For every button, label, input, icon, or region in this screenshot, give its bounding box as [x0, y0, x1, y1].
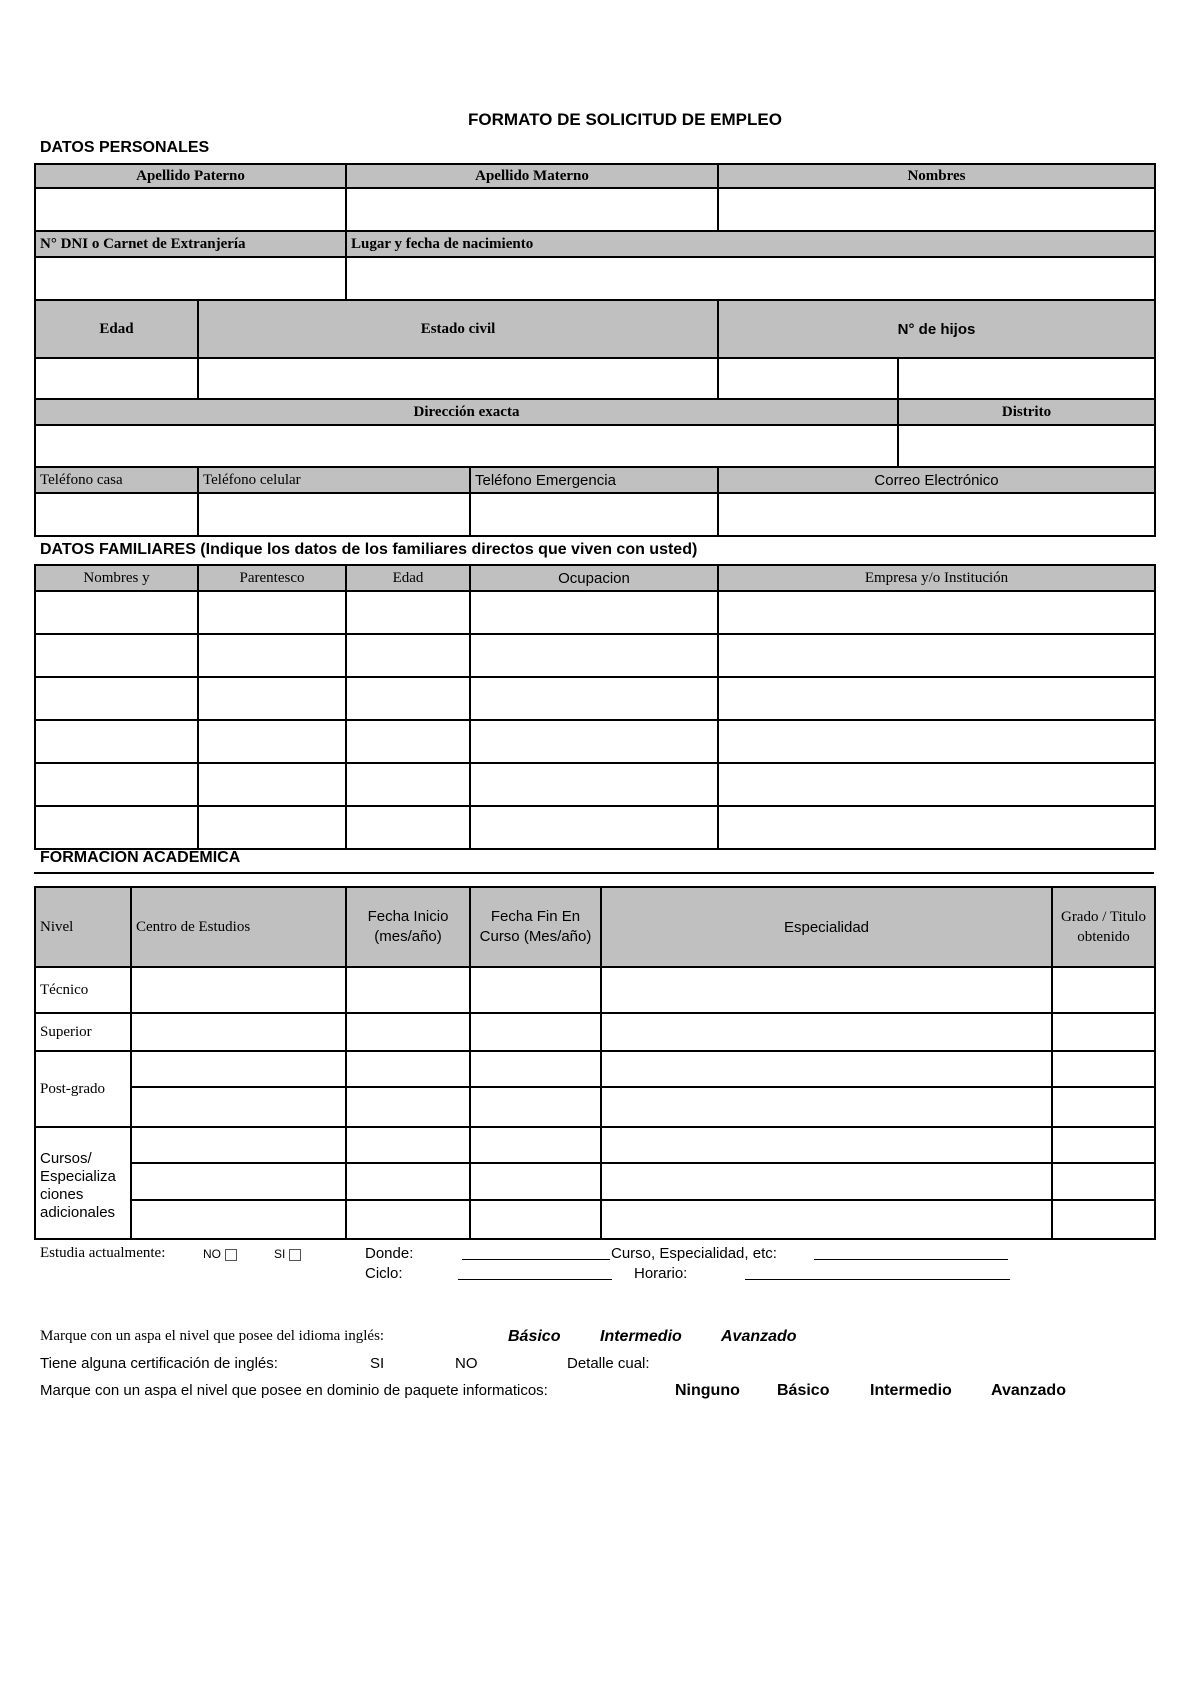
family-cell[interactable]: [346, 806, 470, 849]
family-cell[interactable]: [198, 806, 346, 849]
academic-table: [34, 886, 1156, 1240]
label-edad: Edad: [35, 300, 198, 358]
academic-cell[interactable]: [601, 1127, 1052, 1163]
label-estado-civil: Estado civil: [198, 300, 718, 358]
academic-cell[interactable]: [131, 1200, 346, 1239]
option-ingles-avanzado[interactable]: Avanzado: [721, 1328, 797, 1345]
academic-cell[interactable]: [1052, 1200, 1155, 1239]
table-row: [35, 1051, 1155, 1087]
family-cell[interactable]: [718, 763, 1155, 806]
academic-cell[interactable]: [470, 1127, 601, 1163]
family-header-edad: Edad: [346, 565, 470, 591]
label-donde: Donde:: [365, 1245, 414, 1262]
family-data-table: [34, 564, 1156, 850]
input-donde[interactable]: [462, 1245, 610, 1264]
academic-cell[interactable]: [346, 967, 470, 1013]
academic-cell[interactable]: [601, 1051, 1052, 1087]
family-cell[interactable]: [718, 634, 1155, 677]
family-cell[interactable]: [470, 591, 718, 634]
academic-cell[interactable]: [131, 1013, 346, 1051]
academic-cell[interactable]: [470, 967, 601, 1013]
level-superior: Superior: [35, 1013, 131, 1051]
academic-cell[interactable]: [601, 1200, 1052, 1239]
label-apellido-materno: Apellido Materno: [346, 164, 718, 188]
academic-cell[interactable]: [470, 1200, 601, 1239]
table-row: [35, 1163, 1155, 1200]
academic-cell[interactable]: [601, 1013, 1052, 1051]
academic-cell[interactable]: [601, 967, 1052, 1013]
level-tecnico: Técnico: [35, 967, 131, 1013]
input-edad[interactable]: [35, 358, 198, 399]
academic-cell[interactable]: [346, 1013, 470, 1051]
family-cell[interactable]: [35, 720, 198, 763]
table-row: [35, 806, 1155, 849]
table-row: [35, 634, 1155, 677]
academic-cell[interactable]: [1052, 1163, 1155, 1200]
academic-cell[interactable]: [601, 1087, 1052, 1127]
academic-cell[interactable]: [131, 1163, 346, 1200]
family-header-nombres: Nombres y: [35, 565, 198, 591]
family-cell[interactable]: [198, 720, 346, 763]
table-row: [35, 591, 1155, 634]
academic-cell[interactable]: [131, 1087, 346, 1127]
level-postgrado: Post-grado: [35, 1051, 131, 1127]
family-header-parentesco: Parentesco: [198, 565, 346, 591]
family-cell[interactable]: [346, 677, 470, 720]
family-cell[interactable]: [35, 806, 198, 849]
label-dni: N° DNI o Carnet de Extranjería: [35, 231, 346, 257]
table-row: [35, 1087, 1155, 1127]
academic-header-fecha-inicio: Fecha Inicio (mes/año): [346, 887, 470, 967]
label-ciclo: Ciclo:: [365, 1265, 403, 1282]
family-cell[interactable]: [198, 763, 346, 806]
table-row: [35, 677, 1155, 720]
academic-cell[interactable]: [470, 1163, 601, 1200]
label-distrito: Distrito: [898, 399, 1155, 425]
table-row: [35, 1127, 1155, 1163]
academic-header-centro: Centro de Estudios: [131, 887, 346, 967]
label-curso: Curso, Especialidad, etc:: [611, 1245, 777, 1262]
academic-cell[interactable]: [470, 1051, 601, 1087]
label-correo: Correo Electrónico: [718, 467, 1155, 493]
family-cell[interactable]: [718, 720, 1155, 763]
option-paquete-basico[interactable]: Básico: [777, 1382, 830, 1399]
form-title: FORMATO DE SOLICITUD DE EMPLEO: [468, 110, 782, 129]
family-cell[interactable]: [470, 720, 718, 763]
input-telefono-casa[interactable]: [35, 493, 198, 536]
academic-cell[interactable]: [346, 1127, 470, 1163]
academic-header-especialidad: Especialidad: [601, 887, 1052, 967]
family-cell[interactable]: [198, 591, 346, 634]
academic-cell[interactable]: [346, 1087, 470, 1127]
academic-cell[interactable]: [1052, 967, 1155, 1013]
family-header-empresa: Empresa y/o Institución: [718, 565, 1155, 591]
academic-cell[interactable]: [131, 1051, 346, 1087]
label-estudia-actualmente: Estudia actualmente:: [40, 1245, 166, 1261]
level-cursos: Cursos/ Especializa ciones adicionales: [35, 1127, 131, 1239]
input-estado-civil[interactable]: [198, 358, 718, 399]
academic-cell[interactable]: [1052, 1087, 1155, 1127]
section-divider: [34, 872, 1154, 874]
input-dni[interactable]: [35, 257, 346, 300]
option-paquete-ninguno[interactable]: Ninguno: [675, 1382, 740, 1399]
section-family-title: DATOS FAMILIARES (Indique los datos de los familiares directos que viven con usted): [40, 541, 698, 558]
family-cell[interactable]: [35, 634, 198, 677]
option-cert-si[interactable]: SI: [370, 1355, 385, 1372]
input-extra[interactable]: [898, 358, 1155, 399]
input-correo[interactable]: [718, 493, 1155, 536]
family-cell[interactable]: [470, 763, 718, 806]
academic-cell[interactable]: [470, 1087, 601, 1127]
label-lugar-fecha-nacimiento: Lugar y fecha de nacimiento: [346, 231, 1155, 257]
label-certificacion: Tiene alguna certificación de inglés:: [40, 1355, 278, 1372]
academic-cell[interactable]: [1052, 1013, 1155, 1051]
table-row: [35, 763, 1155, 806]
input-distrito[interactable]: [898, 425, 1155, 467]
input-curso[interactable]: [814, 1245, 1008, 1264]
academic-cell[interactable]: [131, 967, 346, 1013]
table-row: [35, 1013, 1155, 1051]
label-paquete: Marque con un aspa el nivel que posee en dominio de paquete informaticos:: [40, 1382, 548, 1399]
input-apellido-paterno[interactable]: [35, 188, 346, 231]
family-cell[interactable]: [346, 720, 470, 763]
academic-header-nivel: Nivel: [35, 887, 131, 967]
input-direccion[interactable]: [35, 425, 898, 467]
input-ciclo[interactable]: [458, 1265, 612, 1284]
option-ingles-basico[interactable]: Básico: [508, 1328, 561, 1345]
label-horario: Horario:: [634, 1265, 688, 1282]
option-paquete-intermedio[interactable]: Intermedio: [870, 1382, 952, 1399]
label-direccion: Dirección exacta: [35, 399, 898, 425]
family-header-ocupacion: Ocupacion: [470, 565, 718, 591]
family-cell[interactable]: [198, 677, 346, 720]
family-cell[interactable]: [346, 763, 470, 806]
section-academic-title: FORMACION ACADEMICA: [40, 849, 241, 866]
section-personal-title: DATOS PERSONALES: [40, 139, 210, 156]
academic-header-fecha-fin: Fecha Fin En Curso (Mes/año): [470, 887, 601, 967]
label-ingles-nivel: Marque con un aspa el nivel que posee del idioma inglés:: [40, 1328, 385, 1344]
label-telefono-celular: Teléfono celular: [198, 467, 470, 493]
family-cell[interactable]: [718, 677, 1155, 720]
input-nombres[interactable]: [718, 188, 1155, 231]
checkbox-si[interactable]: [289, 1249, 301, 1261]
option-estudia-no[interactable]: [203, 1247, 237, 1261]
option-cert-no[interactable]: NO: [455, 1355, 478, 1372]
academic-header-grado: Grado / Titulo obtenido: [1052, 887, 1155, 967]
family-cell[interactable]: [470, 634, 718, 677]
academic-cell[interactable]: [601, 1163, 1052, 1200]
label-telefono-emergencia: Teléfono Emergencia: [470, 467, 718, 493]
academic-cell[interactable]: [346, 1051, 470, 1087]
academic-cell[interactable]: [131, 1127, 346, 1163]
option-estudia-si[interactable]: [274, 1247, 301, 1261]
family-cell[interactable]: [470, 806, 718, 849]
table-row: [35, 720, 1155, 763]
academic-cell[interactable]: [470, 1013, 601, 1051]
option-paquete-avanzado[interactable]: Avanzado: [991, 1382, 1066, 1399]
academic-cell[interactable]: [346, 1200, 470, 1239]
label-nombres: Nombres: [718, 164, 1155, 188]
input-lugar-fecha-nacimiento[interactable]: [346, 257, 1155, 300]
academic-cell[interactable]: [346, 1163, 470, 1200]
family-cell[interactable]: [35, 763, 198, 806]
input-apellido-materno[interactable]: [346, 188, 718, 231]
input-horario[interactable]: [745, 1265, 1010, 1284]
family-cell[interactable]: [346, 591, 470, 634]
option-ingles-intermedio[interactable]: Intermedio: [600, 1328, 682, 1345]
label-detalle: Detalle cual:: [567, 1355, 650, 1372]
academic-cell[interactable]: [1052, 1127, 1155, 1163]
academic-cell[interactable]: [1052, 1051, 1155, 1087]
input-numero-hijos[interactable]: [718, 358, 898, 399]
label-telefono-casa: Teléfono casa: [35, 467, 198, 493]
table-row: [35, 1200, 1155, 1239]
personal-data-table: [34, 163, 1156, 537]
family-cell[interactable]: [718, 591, 1155, 634]
family-cell[interactable]: [718, 806, 1155, 849]
label-apellido-paterno: Apellido Paterno: [35, 164, 346, 188]
label-si: SI: [274, 1247, 286, 1261]
family-cell[interactable]: [346, 634, 470, 677]
family-cell[interactable]: [470, 677, 718, 720]
table-row: [35, 967, 1155, 1013]
input-telefono-emergencia[interactable]: [470, 493, 718, 536]
family-cell[interactable]: [198, 634, 346, 677]
family-cell[interactable]: [35, 677, 198, 720]
checkbox-no[interactable]: [225, 1249, 237, 1261]
family-cell[interactable]: [35, 591, 198, 634]
input-telefono-celular[interactable]: [198, 493, 470, 536]
label-numero-hijos: N° de hijos: [718, 300, 1155, 358]
label-no: NO: [203, 1247, 221, 1261]
